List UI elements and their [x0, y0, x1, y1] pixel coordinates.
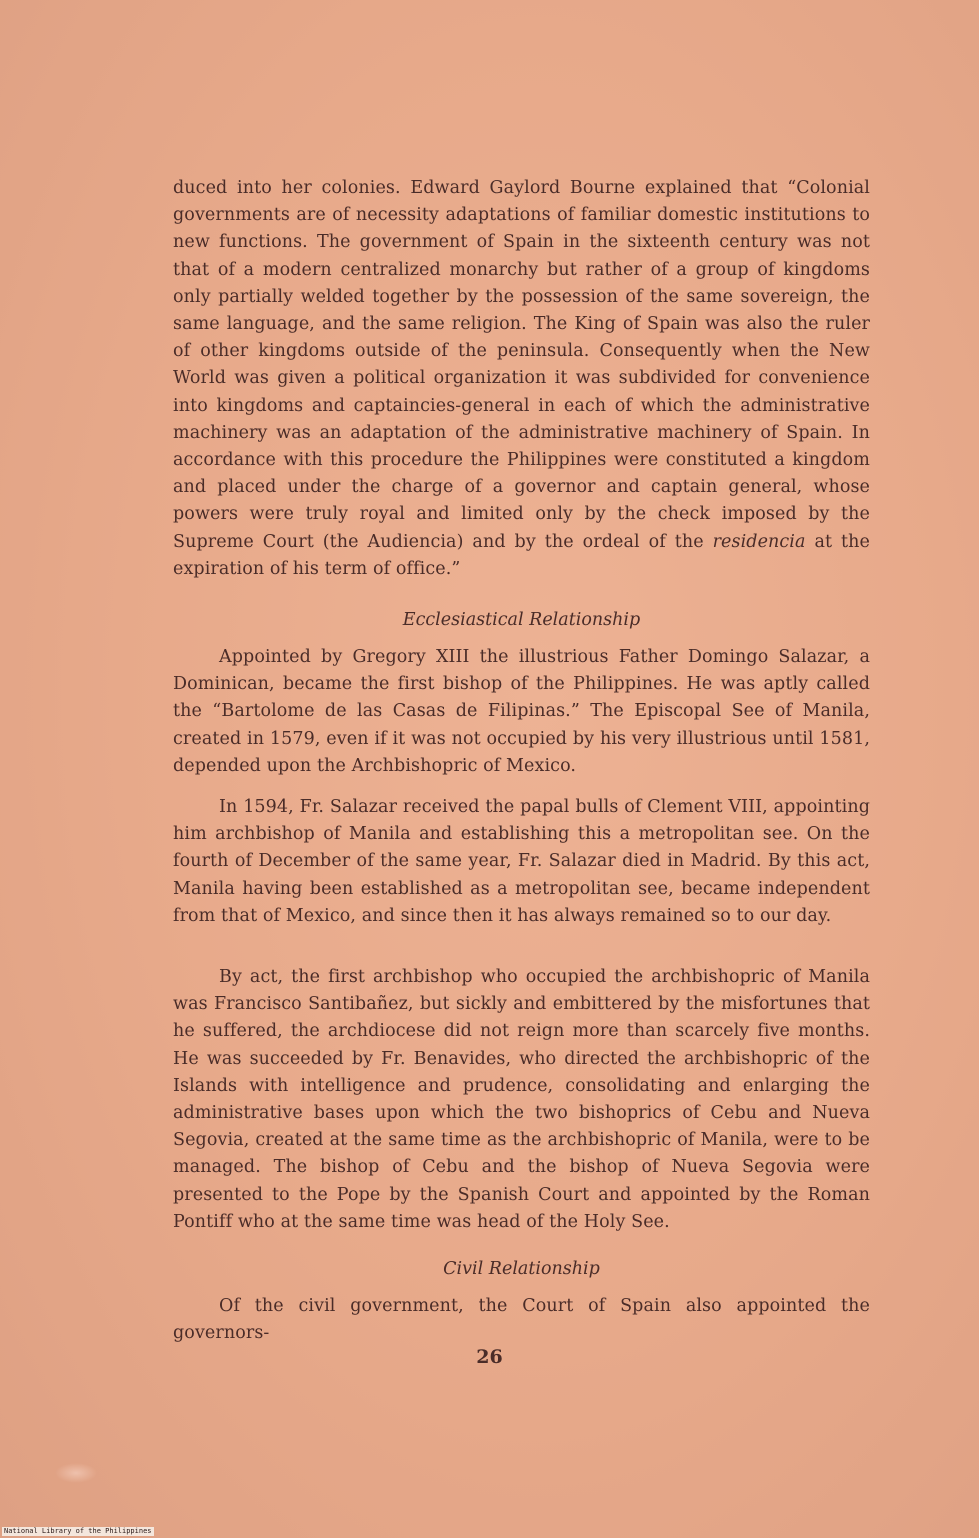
paragraph-first-archbishop: By act, the first archbishop who occupied the archbishopric of Manila was Francisco Santibañez, but sickly and embittered by the misfortunes that he suffered, the archdiocese did not reign more than scarcely five months. He was succeeded by Fr. Benavides, who directed the archbishopric of the Islands with intelligence and prudence, consolidating and enlarging the administrative bases upon which the two bishoprics of Cebu and Nueva Segovia, created at the same time as the archbishopric of Manila, were to be managed. The bishop of Cebu and the bishop of Nueva Segovia were presented to the Pope by the Spanish Court and appointed by the Roman Pontiff who at the same time was head of the Holy See.	[173, 967, 870, 1232]
paragraph-metropolitan-see: In 1594, Fr. Salazar received the papal bulls of Clement VIII, appointing him archbishop of Manila and establishing this a metropolitan see. On the fourth of December of the same year, Fr. Salazar died in Madrid. By this act, Manila having been established as a metropolitan see, became independent from that of Mexico, and since then it has always remained so to our day.	[173, 797, 870, 926]
italic-term: residencia	[712, 531, 806, 552]
page-number: 26	[476, 1346, 503, 1368]
paragraph-salazar-bishop: Appointed by Gregory XIII the illustrious Father Domingo Salazar, a Dominican, became the first bishop of the Philippines. He was aptly called the “Bartolome de las Casas de Filipinas.” The Episcopal See of Manila, created in 1579, even if it was not occupied by his very illustrious until 1581, depended upon the Archbishopric of Mexico.	[173, 647, 870, 776]
section-heading-civil: Civil Relationship	[443, 1259, 600, 1279]
paragraph-civil-government: Of the civil government, the Court of Spain also appointed the governors-	[173, 1296, 870, 1344]
section-heading-ecclesiastical: Ecclesiastical Relationship	[402, 610, 641, 630]
footer-credit: National Library of the Philippines	[4, 1527, 152, 1535]
paragraph-text: duced into her colonies. Edward Gaylord Bourne explained that “Colonial governments are of necessity adaptations of familiar domestic institutions to new functions. The government of Spain in the sixteenth century was not that of a modern centralized monarchy but rather of a group of kingdoms only partially welded together by the possession of the same sovereign, the same language, and the same religion. The King of Spain was also the ruler of other kingdoms outside of the peninsula. Consequently when the New World was given a political organization it was subdivided for convenience into kingdoms and captaincies-general in each of which the administrative machinery was an adaptation of the administrative machinery of Spain. In accordance with this procedure the Philippines were constituted a kingdom and placed under the charge of a governor and captain general, whose powers were truly royal and limited only by the check imposed by the Supreme Court (the Audiencia) and by the ordeal of the	[173, 178, 870, 552]
paragraph-text-end: at the expiration of his term of office.”	[173, 531, 870, 579]
paragraph-colonial-governments	[173, 175, 870, 583]
paper-smudge	[55, 1463, 97, 1483]
